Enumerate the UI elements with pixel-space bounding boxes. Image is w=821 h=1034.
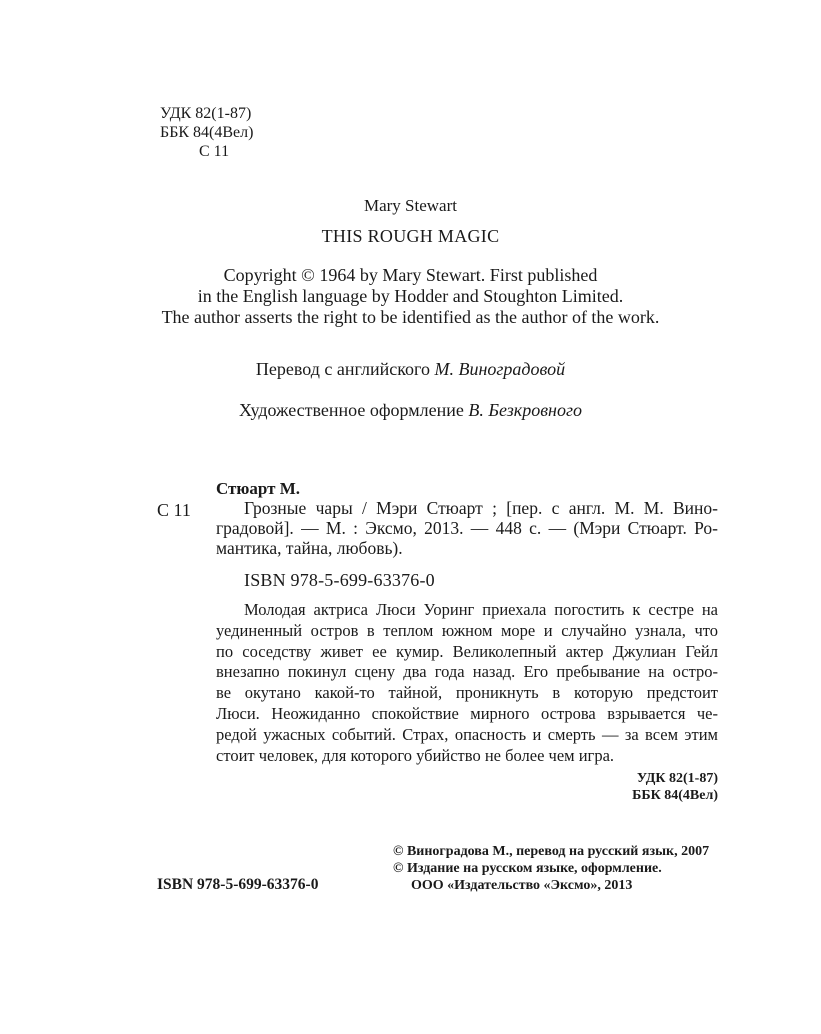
- footer-bbk-code: ББК 84(4Вел): [632, 788, 718, 803]
- translation-copyright: © Виноградова М., перевод на русский язык, 2007: [393, 844, 710, 859]
- annotation-line: внезапно покинул сцену два года назад. Его пребывание на остро-: [216, 662, 718, 682]
- annotation-line: Люси. Неожиданно спокойствие мирного острова взрывается че-: [216, 703, 718, 723]
- annotation-line: стоит человек, для которого убийство не более чем игра.: [216, 745, 615, 765]
- annotation-line: Молодая актриса Люси Уоринг приехала погостить к сестре на: [244, 600, 718, 619]
- annotation-line: ве окутано какой-то тайной, проникнуть в которую предстоит: [216, 683, 718, 703]
- classification-codes: [160, 104, 253, 161]
- design-label: Художественное оформление: [239, 400, 469, 420]
- catalog-description-line: градовой]. — М. : Эксмо, 2013. — 448 с. — (Мэри Стюарт. Ро-: [216, 518, 718, 538]
- original-title: THIS ROUGH MAGIC: [321, 226, 500, 246]
- annotation-line: по соседству живет ее кумир. Великолепный актер Джулиан Гейл: [216, 641, 718, 661]
- copyright-line: Copyright © 1964 by Mary Stewart. First published: [223, 265, 598, 285]
- designer-name: В. Безкровного: [468, 400, 582, 420]
- translation-credit: [0, 359, 821, 380]
- publisher-copyright: ООО «Издательство «Эксмо», 2013: [411, 878, 633, 893]
- annotation: [216, 600, 718, 766]
- catalog-description-line: мантика, тайна, любовь).: [216, 538, 403, 558]
- footer-isbn: ISBN 978-5-699-63376-0: [157, 876, 319, 893]
- copyright-notices: [393, 843, 709, 894]
- catalog-description: [216, 498, 718, 558]
- edition-copyright: © Издание на русском языке, оформление.: [393, 861, 662, 876]
- footer-classification-codes: [632, 770, 718, 804]
- original-copyright: [0, 265, 821, 328]
- annotation-line: редой ужасных событий. Страх, опасность и смерть — за всем этим: [216, 724, 718, 744]
- copyright-line: The author asserts the right to be identified as the author of the work.: [161, 307, 660, 327]
- bbk-code: ББК 84(4Вел): [160, 124, 254, 141]
- translator-name: М. Виноградовой: [434, 359, 566, 379]
- footer-udk-code: УДК 82(1-87): [636, 771, 718, 786]
- copyright-line: in the English language by Hodder and Stoughton Limited.: [197, 286, 624, 306]
- catalog-description-line: Грозные чары / Мэри Стюарт ; [пер. с англ. М. М. Вино-: [244, 498, 718, 518]
- original-author: Mary Stewart: [363, 196, 457, 215]
- annotation-line: уединенный остров в теплом южном море и случайно узнала, что: [216, 620, 718, 640]
- translation-label: Перевод с английского: [255, 359, 435, 379]
- catalog-author-heading: Стюарт М.: [216, 479, 301, 498]
- catalog-code: С 11: [157, 500, 191, 520]
- udk-code: УДК 82(1-87): [160, 105, 252, 122]
- catalog-isbn: ISBN 978-5-699-63376-0: [244, 570, 435, 590]
- design-credit: [0, 400, 821, 421]
- author-mark: С 11: [199, 143, 230, 160]
